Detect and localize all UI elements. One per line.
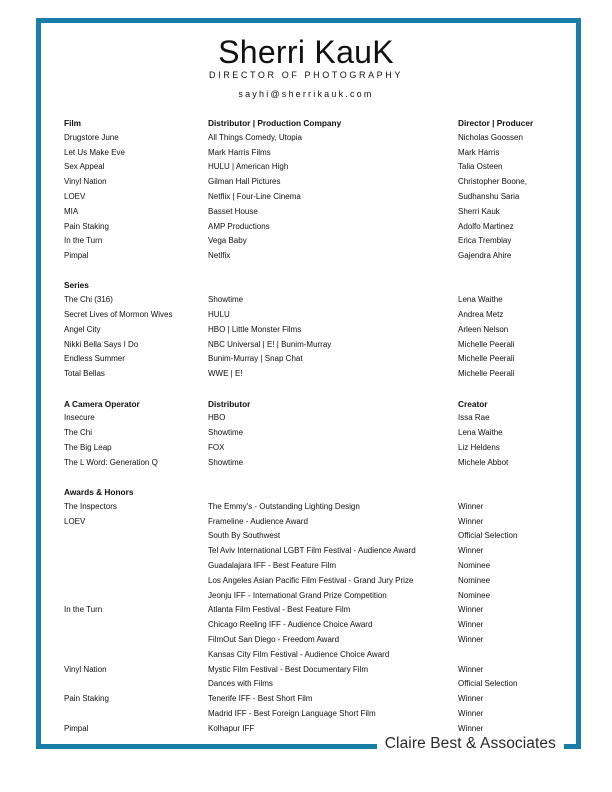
credit-company: Jeonju IFF - International Grand Prize Competition [208,590,387,600]
credit-person: Official Selection [458,679,518,689]
credit-company: Showtime [208,428,244,438]
credit-company: HULU [208,310,230,320]
credit-person: Winner [458,694,484,704]
credit-company: HBO [208,413,226,423]
credit-person: Winner [458,546,484,556]
credit-person: Arleen Nelson [458,324,509,334]
table-row [64,131,554,146]
credit-person: Issa Rae [458,413,490,423]
section-header [64,116,554,131]
credit-company: WWE | E! [208,369,243,379]
table-row [64,441,554,456]
column-header: Distributor | Production Company [208,118,342,128]
credit-title: Let Us Make Eve [64,147,125,157]
person-name: Sherri KauK [218,34,394,70]
credit-company: HBO | Little Monster Films [208,324,302,334]
table-row [64,574,554,589]
credit-title: Pimpal [64,723,89,733]
credit-person: Lena Waithe [458,428,503,438]
credit-company: Basset House [208,206,258,216]
credit-title: Vinyl Nation [64,664,107,674]
credit-person: Talia Osteen [458,162,503,172]
credit-company: HULU | American High [208,162,289,172]
table-row [64,160,554,175]
table-row [64,190,554,205]
table-row [64,146,554,161]
table-row [64,633,554,648]
table-row [64,663,554,678]
credit-person: Michelle Peerali [458,354,515,364]
credit-company: Kansas City Film Festival - Audience Choice Award [208,649,390,659]
table-row [64,456,554,471]
credit-person: Mark Harris [458,147,500,157]
table-row [64,722,554,737]
credit-person: Nominee [458,561,491,571]
table-row [64,411,554,426]
table-row [64,220,554,235]
credits-section [64,116,554,264]
credit-company: Los Angeles Asian Pacific Film Festival - Grand Jury Prize [208,575,414,585]
credit-title: Pain Staking [64,694,109,704]
credit-person: Winner [458,708,484,718]
credit-company: Vega Baby [208,236,247,246]
credit-title: Total Bellas [64,369,105,379]
credits-section [64,382,554,470]
credit-company: Netflix | Four-Line Cinema [208,191,301,201]
table-row [64,515,554,530]
column-header: A Camera Operator [64,398,140,409]
table-row [64,205,554,220]
credit-person: Winner [458,723,484,733]
credit-company: NBC Universal | E! | Bunim-Murray [208,339,332,349]
table-row [64,529,554,544]
table-row [64,559,554,574]
credit-company: Gilman Hall Pictures [208,177,281,187]
table-row [64,323,554,338]
credit-company: Dances with Films [208,679,273,689]
credit-company: Bunim-Murray | Snap Chat [208,354,303,364]
column-header: Director | Producer [458,118,534,128]
credit-person: Michelle Peerali [458,369,515,379]
credit-company: Mystic Film Festival - Best Documentary Film [208,664,369,674]
credit-company: Tenerife IFF - Best Short Film [208,694,313,704]
credit-person: Winner [458,664,484,674]
credit-company: Guadalajara IFF - Best Feature Film [208,561,337,571]
credit-title: Drugstore June [64,132,119,142]
credit-company: AMP Productions [208,221,270,231]
credit-title: Secret Lives of Mormon Wives [64,310,173,320]
section-spacer [64,264,554,279]
credit-title: In the Turn [64,605,103,615]
column-header: Film [64,118,82,128]
credit-title: MIA [64,206,79,216]
table-row [64,338,554,353]
credit-person: Michele Abbot [458,457,509,467]
table-row [64,677,554,692]
credit-title: In the Turn [64,236,103,246]
section-header [64,485,554,500]
credit-company: Frameline - Audience Award [208,516,308,526]
credit-title: Vinyl Nation [64,177,107,187]
credit-company: Tel Aviv International LGBT Film Festival - Audience Award [208,546,416,556]
credit-title: Sex Appeal [64,162,105,172]
credit-title: The Inspectors [64,501,117,511]
table-row [64,308,554,323]
credit-title: LOEV [64,191,86,201]
credit-company: Netlfix [208,251,231,261]
table-row [64,234,554,249]
credit-person: Winner [458,501,484,511]
credit-company: South By Southwest [208,531,281,541]
credit-company: All Things Comedy, Utopia [208,132,302,142]
table-row [64,352,554,367]
credit-title: Angel City [64,324,101,334]
credit-person: Nominee [458,575,491,585]
credit-company: Atlanta Film Festival - Best Feature Film [208,605,351,615]
credit-person: Lena Waithe [458,295,503,305]
credit-person: Nominee [458,590,491,600]
credit-person: Erica Tremblay [458,236,512,246]
credit-title: The Chi (316) [64,295,113,305]
agency-brand: Claire Best & Associates [377,733,564,755]
credit-person: Winner [458,516,484,526]
column-header: Awards & Honors [64,487,134,498]
credit-person: Liz Heldens [458,442,500,452]
table-row [64,293,554,308]
credit-title: Pain Staking [64,221,109,231]
table-row [64,367,554,382]
credits-table [64,116,554,737]
table-row [64,175,554,190]
section-spacer [64,382,554,397]
credit-company: Madrid IFF - Best Foreign Language Short Film [208,708,376,718]
credit-title: Nikki Bella Says I Do [64,339,139,349]
credit-person: Gajendra Ahire [458,251,512,261]
credit-title: The L Word: Generation Q [64,457,158,467]
table-row [64,707,554,722]
credit-title: Insecure [64,413,95,423]
table-row [64,544,554,559]
table-row [64,648,554,663]
table-row [64,618,554,633]
credit-person: Andrea Metz [458,310,504,320]
column-header: Creator [458,398,488,409]
table-row [64,500,554,515]
credit-company: Showtime [208,295,244,305]
credit-person: Christopher Boone, [458,177,527,187]
credit-company: Kolhapur IFF [208,723,255,733]
credit-person: Winner [458,605,484,615]
credit-title: LOEV [64,516,86,526]
credits-section [64,264,554,382]
table-row [64,249,554,264]
credit-title: The Chi [64,428,93,438]
credit-company: FilmOut San Diego - Freedom Award [208,635,340,644]
credit-title: Pimpal [64,251,89,261]
column-header: Series [64,280,89,291]
credit-person: Michelle Peerali [458,339,515,349]
credit-person: Sherri Kauk [458,206,500,216]
credit-company: FOX [208,442,225,452]
email-link[interactable]: sayhi@sherrikauk.com [238,89,374,99]
section-spacer [64,471,554,486]
credit-person: Winner [458,635,484,644]
table-row [64,426,554,441]
table-row [64,603,554,618]
table-row [64,589,554,604]
credits-section [64,471,554,737]
credit-person: Adolfo Martinez [458,221,514,231]
job-title: DIRECTOR OF PHOTOGRAPHY [209,70,403,80]
credit-company: The Emmy's - Outstanding Lighting Design [208,501,360,511]
column-header: Distributor [208,398,251,409]
section-header [64,397,554,412]
credit-company: Chicago Reeling IFF - Audience Choice Award [208,620,373,630]
credit-title: The Big Leap [64,442,112,452]
credit-company: Mark Harris Films [208,147,271,157]
section-header [64,278,554,293]
credit-company: Showtime [208,457,244,467]
credit-person: Official Selection [458,531,518,541]
table-row [64,692,554,707]
credit-person: Nicholas Goossen [458,132,523,142]
credit-title: Endless Summer [64,354,125,364]
credit-person: Winner [458,620,484,630]
credit-person: Sudhanshu Saria [458,191,520,201]
